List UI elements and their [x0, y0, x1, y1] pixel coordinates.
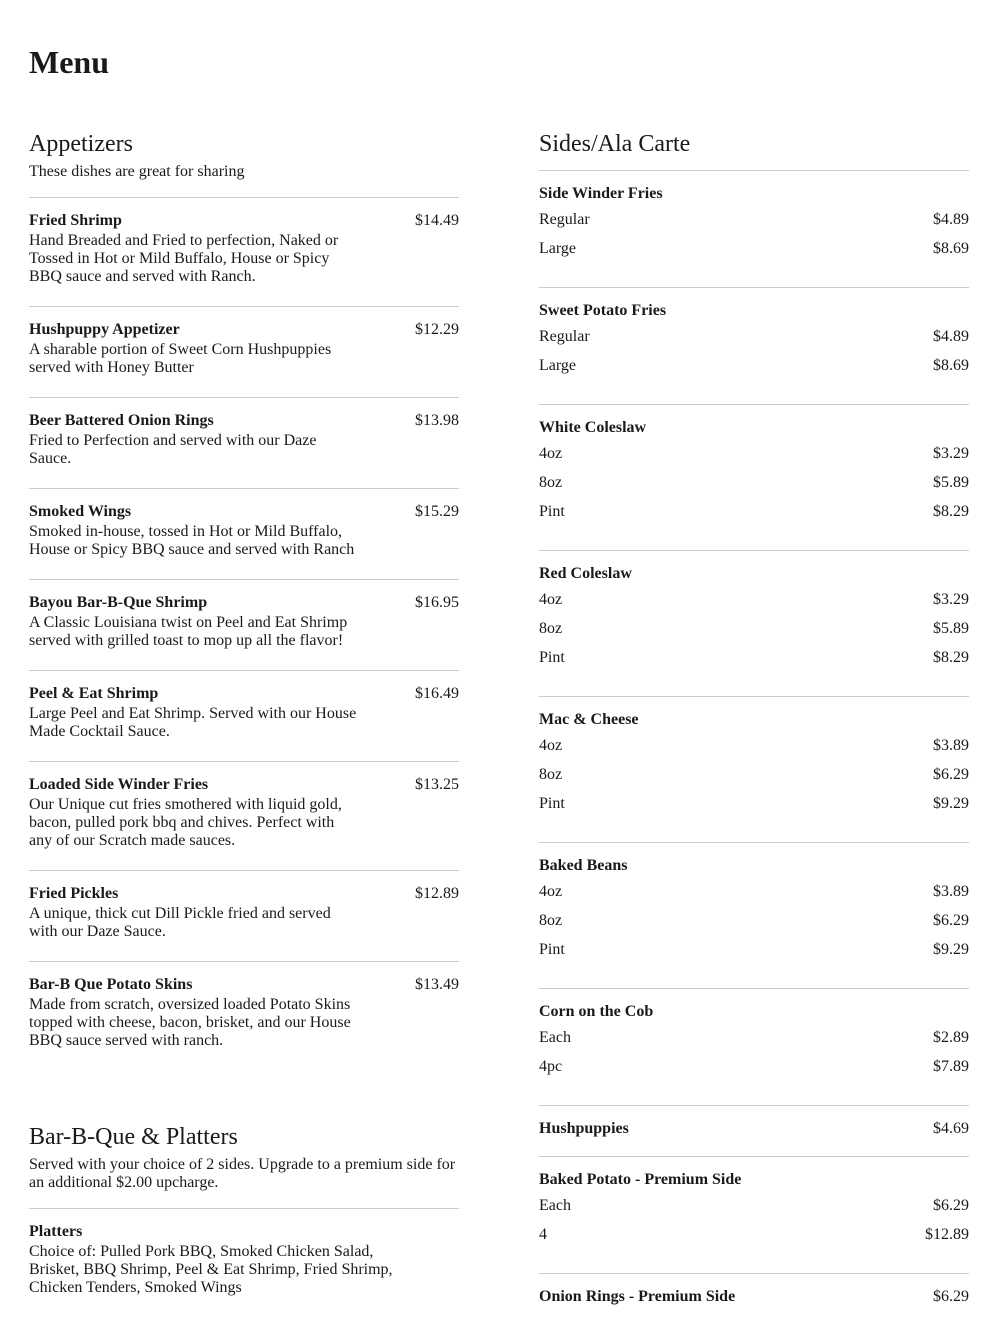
item-price: $13.49 — [415, 976, 459, 993]
menu-item — [29, 1208, 459, 1299]
section-title-bbq: Bar-B-Que & Platters — [29, 1124, 238, 1150]
option-price: $5.89 — [933, 620, 969, 637]
option-row — [539, 764, 969, 793]
menu-item — [29, 488, 459, 579]
option-label: Large — [539, 357, 577, 374]
option-row — [539, 647, 969, 676]
menu-item — [29, 670, 459, 761]
option-label: Pint — [539, 503, 565, 520]
option-row — [539, 1224, 969, 1253]
option-label: 8oz — [539, 912, 563, 929]
option-price: $4.89 — [933, 328, 969, 345]
option-row — [539, 355, 969, 384]
option-price: $4.89 — [933, 211, 969, 228]
option-price: $8.69 — [933, 240, 969, 257]
item-name: Peel & Eat Shrimp — [29, 685, 159, 702]
option-price: $3.29 — [933, 591, 969, 608]
option-label: Each — [539, 1029, 571, 1046]
option-price: $6.29 — [933, 766, 969, 783]
option-label: 8oz — [539, 766, 563, 783]
item-price: $12.29 — [415, 321, 459, 338]
menu-item — [29, 761, 459, 870]
menu-item — [29, 961, 459, 1070]
item-price: $15.29 — [415, 503, 459, 520]
option-price: $2.89 — [933, 1029, 969, 1046]
side-name: Baked Potato - Premium Side — [539, 1171, 742, 1188]
option-row — [539, 735, 969, 764]
side-price: $6.29 — [933, 1288, 969, 1305]
option-row — [539, 910, 969, 939]
option-label: Each — [539, 1197, 571, 1214]
option-label: Regular — [539, 211, 590, 228]
item-description: Smoked in-house, tossed in Hot or Mild Buffalo, House or Spicy BBQ sauce and served with Ranch — [29, 523, 355, 558]
item-description: Made from scratch, oversized loaded Potato Skins topped with cheese, bacon, brisket, and our House BBQ sauce served with ranch. — [29, 996, 351, 1049]
option-row — [539, 881, 969, 910]
side-name: Side Winder Fries — [539, 185, 663, 202]
side-group — [539, 696, 969, 842]
option-price: $7.89 — [933, 1058, 969, 1075]
side-hushpuppies — [539, 1105, 969, 1156]
side-group — [539, 287, 969, 404]
item-price: $13.25 — [415, 776, 459, 793]
option-price: $9.29 — [933, 795, 969, 812]
option-price: $3.89 — [933, 883, 969, 900]
item-description: Large Peel and Eat Shrimp. Served with our House Made Cocktail Sauce. — [29, 705, 357, 740]
side-name: White Coleslaw — [539, 419, 647, 436]
side-onion-rings — [539, 1273, 969, 1324]
item-description: Hand Breaded and Fried to perfection, Naked or Tossed in Hot or Mild Buffalo, House or Spicy BBQ sauce and served with Ranch. — [29, 232, 339, 285]
option-row — [539, 238, 969, 267]
item-name: Fried Shrimp — [29, 212, 122, 229]
menu-item — [29, 579, 459, 670]
option-row — [539, 326, 969, 355]
option-row — [539, 939, 969, 968]
option-price: $3.29 — [933, 445, 969, 462]
option-price: $8.29 — [933, 649, 969, 666]
item-name: Hushpuppy Appetizer — [29, 321, 180, 338]
item-name: Beer Battered Onion Rings — [29, 412, 214, 429]
item-name: Bayou Bar-B-Que Shrimp — [29, 594, 208, 611]
item-price: $13.98 — [415, 412, 459, 429]
option-label: Pint — [539, 795, 565, 812]
left-column — [29, 127, 459, 1299]
item-name: Bar-B Que Potato Skins — [29, 976, 193, 993]
item-description: A unique, thick cut Dill Pickle fried and served with our Daze Sauce. — [29, 905, 331, 940]
menu-item — [29, 397, 459, 488]
option-label: 4oz — [539, 737, 563, 754]
side-name: Mac & Cheese — [539, 711, 639, 728]
section-title-appetizers: Appetizers — [29, 131, 133, 157]
side-group — [539, 550, 969, 696]
menu-item — [29, 306, 459, 397]
option-row — [539, 1027, 969, 1056]
option-price: $12.89 — [925, 1226, 969, 1243]
option-price: $6.29 — [933, 912, 969, 929]
item-description: Choice of: Pulled Pork BBQ, Smoked Chicken Salad, Brisket, BBQ Shrimp, Peel & Eat Shrimp, Fried Shrimp, Chicken Tenders, Smoked Wings — [29, 1243, 393, 1296]
item-price: $14.49 — [415, 212, 459, 229]
item-price: $16.95 — [415, 594, 459, 611]
option-label: 4oz — [539, 445, 563, 462]
option-price: $8.29 — [933, 503, 969, 520]
side-price: $4.69 — [933, 1120, 969, 1137]
item-name: Fried Pickles — [29, 885, 119, 902]
option-row — [539, 501, 969, 530]
option-row — [539, 1195, 969, 1224]
side-name: Sweet Potato Fries — [539, 302, 667, 319]
item-description: A sharable portion of Sweet Corn Hushpuppies served with Honey Butter — [29, 341, 332, 376]
option-price: $5.89 — [933, 474, 969, 491]
option-label: Large — [539, 240, 577, 257]
option-label: Regular — [539, 328, 590, 345]
option-row — [539, 589, 969, 618]
option-label: 8oz — [539, 474, 563, 491]
option-price: $6.29 — [933, 1197, 969, 1214]
option-row — [539, 209, 969, 238]
side-group — [539, 404, 969, 550]
option-label: 8oz — [539, 620, 563, 637]
option-label: 4pc — [539, 1058, 563, 1075]
item-name: Smoked Wings — [29, 503, 132, 520]
side-group — [539, 842, 969, 988]
item-description: Our Unique cut fries smothered with liquid gold, bacon, pulled pork bbq and chives. Perfect with any of our Scratch made sauces. — [29, 796, 342, 849]
side-group — [539, 170, 969, 287]
section-description-appetizers: These dishes are great for sharing — [29, 163, 245, 180]
item-name: Loaded Side Winder Fries — [29, 776, 209, 793]
side-name: Hushpuppies — [539, 1120, 629, 1137]
item-price: $16.49 — [415, 685, 459, 702]
option-row — [539, 472, 969, 501]
option-row — [539, 1056, 969, 1085]
side-group — [539, 988, 969, 1105]
item-name: Platters — [29, 1223, 83, 1240]
menu-item — [29, 197, 459, 306]
side-name: Baked Beans — [539, 857, 628, 874]
menu-item — [29, 870, 459, 961]
option-row — [539, 618, 969, 647]
option-label: 4oz — [539, 591, 563, 608]
option-row — [539, 443, 969, 472]
side-group — [539, 1156, 969, 1273]
option-price: $9.29 — [933, 941, 969, 958]
side-name: Red Coleslaw — [539, 565, 632, 582]
option-price: $8.69 — [933, 357, 969, 374]
item-description: Fried to Perfection and served with our Daze Sauce. — [29, 432, 317, 467]
option-row — [539, 793, 969, 822]
section-description-bbq: Served with your choice of 2 sides. Upgrade to a premium side for an additional $2.00 upcharge. — [29, 1156, 456, 1191]
bbq-section — [29, 1120, 459, 1299]
section-title-sides: Sides/Ala Carte — [539, 131, 691, 157]
page-title: Menu — [29, 44, 109, 80]
item-description: A Classic Louisiana twist on Peel and Eat Shrimp served with grilled toast to mop up all the flavor! — [29, 614, 348, 649]
option-label: 4 — [539, 1226, 547, 1243]
option-label: Pint — [539, 941, 565, 958]
item-price: $12.89 — [415, 885, 459, 902]
appetizers-section — [29, 127, 459, 1070]
option-price: $3.89 — [933, 737, 969, 754]
right-column — [539, 127, 969, 1324]
side-name: Onion Rings - Premium Side — [539, 1288, 736, 1305]
side-name: Corn on the Cob — [539, 1003, 654, 1020]
option-label: 4oz — [539, 883, 563, 900]
option-label: Pint — [539, 649, 565, 666]
